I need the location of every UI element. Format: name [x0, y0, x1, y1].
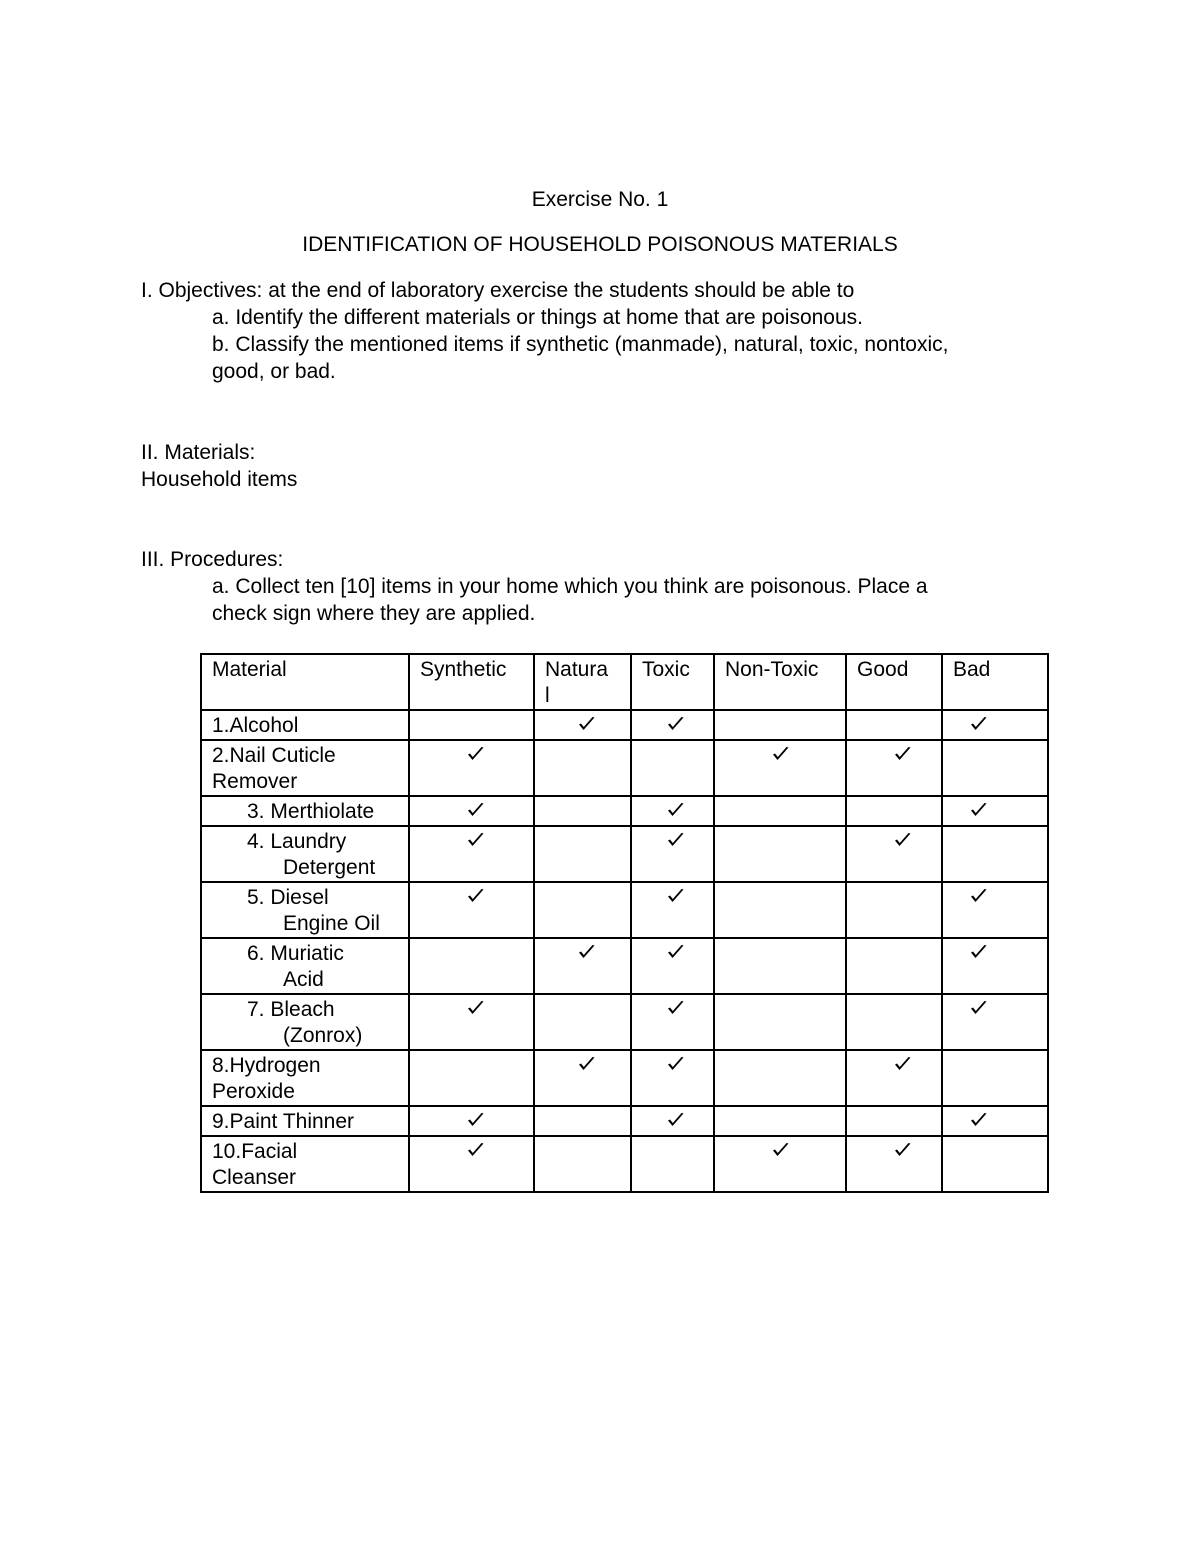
cell-good — [846, 1136, 942, 1192]
table-row — [201, 1106, 1048, 1136]
cell-good — [846, 994, 942, 1050]
table-row — [201, 796, 1048, 826]
cell-toxic — [631, 740, 714, 796]
table-row — [201, 1136, 1048, 1192]
checkmark-icon — [666, 943, 686, 961]
cell-synthetic — [409, 882, 534, 938]
cell-non-toxic — [714, 796, 846, 826]
checkmark-icon — [666, 1055, 686, 1073]
cell-toxic — [631, 882, 714, 938]
document-title: IDENTIFICATION OF HOUSEHOLD POISONOUS MATERIALS — [302, 233, 898, 256]
header-material: Material — [201, 654, 409, 710]
procedure-a-line1: a. Collect ten [10] items in your home which you think are poisonous. Place a — [212, 575, 928, 598]
material-name-continued: Cleanser — [212, 1166, 297, 1189]
cell-toxic — [631, 1136, 714, 1192]
cell-good — [846, 796, 942, 826]
cell-natural — [534, 826, 631, 882]
cell-synthetic — [409, 994, 534, 1050]
material-name: 5. Diesel — [247, 886, 329, 909]
checkmark-icon — [666, 831, 686, 849]
cell-non-toxic — [714, 826, 846, 882]
header-synthetic: Synthetic — [409, 654, 534, 710]
cell-bad — [942, 1136, 1048, 1192]
checkmark-icon — [969, 887, 989, 905]
checkmark-icon — [466, 1111, 486, 1129]
checkmark-icon — [969, 715, 989, 733]
checkmark-icon — [771, 1141, 791, 1159]
cell-toxic — [631, 796, 714, 826]
cell-synthetic — [409, 740, 534, 796]
materials-item: Household items — [141, 468, 298, 491]
procedures-heading: III. Procedures: — [141, 548, 284, 571]
cell-good — [846, 710, 942, 740]
cell-toxic — [631, 938, 714, 994]
cell-bad — [942, 994, 1048, 1050]
material-name-continued: Detergent — [283, 856, 376, 879]
procedure-a-line2: check sign where they are applied. — [212, 602, 536, 625]
checkmark-icon — [969, 999, 989, 1017]
material-name: 8.Hydrogen — [212, 1054, 321, 1077]
material-name-continued: Engine Oil — [283, 912, 380, 935]
cell-non-toxic — [714, 994, 846, 1050]
checkmark-icon — [466, 801, 486, 819]
material-name: 6. Muriatic — [247, 942, 344, 965]
material-name-continued: (Zonrox) — [283, 1024, 363, 1047]
checkmark-icon — [893, 1055, 913, 1073]
classification-table — [200, 653, 1049, 1193]
material-cell — [201, 740, 409, 796]
table-row — [201, 994, 1048, 1050]
cell-bad — [942, 882, 1048, 938]
header-good: Good — [846, 654, 942, 710]
material-name-continued: Acid — [283, 968, 324, 991]
checkmark-icon — [577, 943, 597, 961]
material-cell — [201, 796, 409, 826]
material-name: 2.Nail Cuticle — [212, 744, 336, 767]
cell-good — [846, 882, 942, 938]
material-cell — [201, 826, 409, 882]
cell-bad — [942, 1106, 1048, 1136]
table-row — [201, 938, 1048, 994]
cell-bad — [942, 826, 1048, 882]
cell-non-toxic — [714, 938, 846, 994]
material-cell — [201, 710, 409, 740]
cell-toxic — [631, 826, 714, 882]
cell-synthetic — [409, 796, 534, 826]
material-cell — [201, 1136, 409, 1192]
cell-good — [846, 826, 942, 882]
checkmark-icon — [466, 887, 486, 905]
checkmark-icon — [466, 831, 486, 849]
header-non-toxic: Non-Toxic — [714, 654, 846, 710]
cell-non-toxic — [714, 1106, 846, 1136]
cell-non-toxic — [714, 740, 846, 796]
material-name-continued: Remover — [212, 770, 298, 793]
objective-a: a. Identify the different materials or things at home that are poisonous. — [212, 306, 863, 329]
cell-synthetic — [409, 1050, 534, 1106]
cell-toxic — [631, 710, 714, 740]
cell-natural — [534, 796, 631, 826]
cell-natural — [534, 994, 631, 1050]
cell-non-toxic — [714, 710, 846, 740]
cell-synthetic — [409, 710, 534, 740]
cell-toxic — [631, 994, 714, 1050]
cell-natural — [534, 1050, 631, 1106]
checkmark-icon — [893, 1141, 913, 1159]
checkmark-icon — [969, 1111, 989, 1129]
checkmark-icon — [771, 745, 791, 763]
header-toxic: Toxic — [631, 654, 714, 710]
cell-synthetic — [409, 826, 534, 882]
material-name: 1.Alcohol — [212, 714, 299, 737]
material-name: 4. Laundry — [247, 830, 347, 853]
material-name: 10.Facial — [212, 1140, 298, 1163]
header-bad: Bad — [942, 654, 1048, 710]
checkmark-icon — [666, 715, 686, 733]
checkmark-icon — [969, 801, 989, 819]
cell-good — [846, 1106, 942, 1136]
cell-toxic — [631, 1050, 714, 1106]
table-row — [201, 710, 1048, 740]
header-natural: Natura l — [534, 654, 631, 710]
objectives-heading: I. Objectives: at the end of laboratory exercise the students should be able to — [141, 279, 855, 302]
checkmark-icon — [466, 745, 486, 763]
material-cell — [201, 1050, 409, 1106]
cell-toxic — [631, 1106, 714, 1136]
cell-bad — [942, 1050, 1048, 1106]
table-header-row — [201, 654, 1048, 710]
cell-bad — [942, 740, 1048, 796]
cell-non-toxic — [714, 1050, 846, 1106]
table-row — [201, 826, 1048, 882]
material-name: 7. Bleach — [247, 998, 335, 1021]
cell-synthetic — [409, 1136, 534, 1192]
materials-heading: II. Materials: — [141, 441, 256, 464]
cell-natural — [534, 1136, 631, 1192]
cell-synthetic — [409, 938, 534, 994]
cell-natural — [534, 1106, 631, 1136]
cell-bad — [942, 938, 1048, 994]
table-row — [201, 882, 1048, 938]
material-cell — [201, 1106, 409, 1136]
cell-bad — [942, 710, 1048, 740]
cell-good — [846, 740, 942, 796]
material-cell — [201, 882, 409, 938]
cell-natural — [534, 740, 631, 796]
cell-non-toxic — [714, 1136, 846, 1192]
checkmark-icon — [893, 745, 913, 763]
cell-bad — [942, 796, 1048, 826]
checkmark-icon — [466, 999, 486, 1017]
cell-good — [846, 938, 942, 994]
cell-natural — [534, 938, 631, 994]
checkmark-icon — [666, 801, 686, 819]
checkmark-icon — [666, 999, 686, 1017]
table-row — [201, 740, 1048, 796]
checkmark-icon — [577, 1055, 597, 1073]
material-name: 9.Paint Thinner — [212, 1110, 355, 1133]
cell-synthetic — [409, 1106, 534, 1136]
cell-natural — [534, 882, 631, 938]
objective-b-line2: good, or bad. — [212, 360, 336, 383]
material-cell — [201, 994, 409, 1050]
material-cell — [201, 938, 409, 994]
checkmark-icon — [893, 831, 913, 849]
material-name-continued: Peroxide — [212, 1080, 295, 1103]
checkmark-icon — [969, 943, 989, 961]
objective-b-line1: b. Classify the mentioned items if synthetic (manmade), natural, toxic, nontoxic, — [212, 333, 949, 356]
material-name: 3. Merthiolate — [247, 800, 375, 823]
checkmark-icon — [666, 887, 686, 905]
checkmark-icon — [666, 1111, 686, 1129]
cell-non-toxic — [714, 882, 846, 938]
cell-good — [846, 1050, 942, 1106]
checkmark-icon — [577, 715, 597, 733]
exercise-number: Exercise No. 1 — [531, 188, 669, 211]
table-row — [201, 1050, 1048, 1106]
cell-natural — [534, 710, 631, 740]
checkmark-icon — [466, 1141, 486, 1159]
